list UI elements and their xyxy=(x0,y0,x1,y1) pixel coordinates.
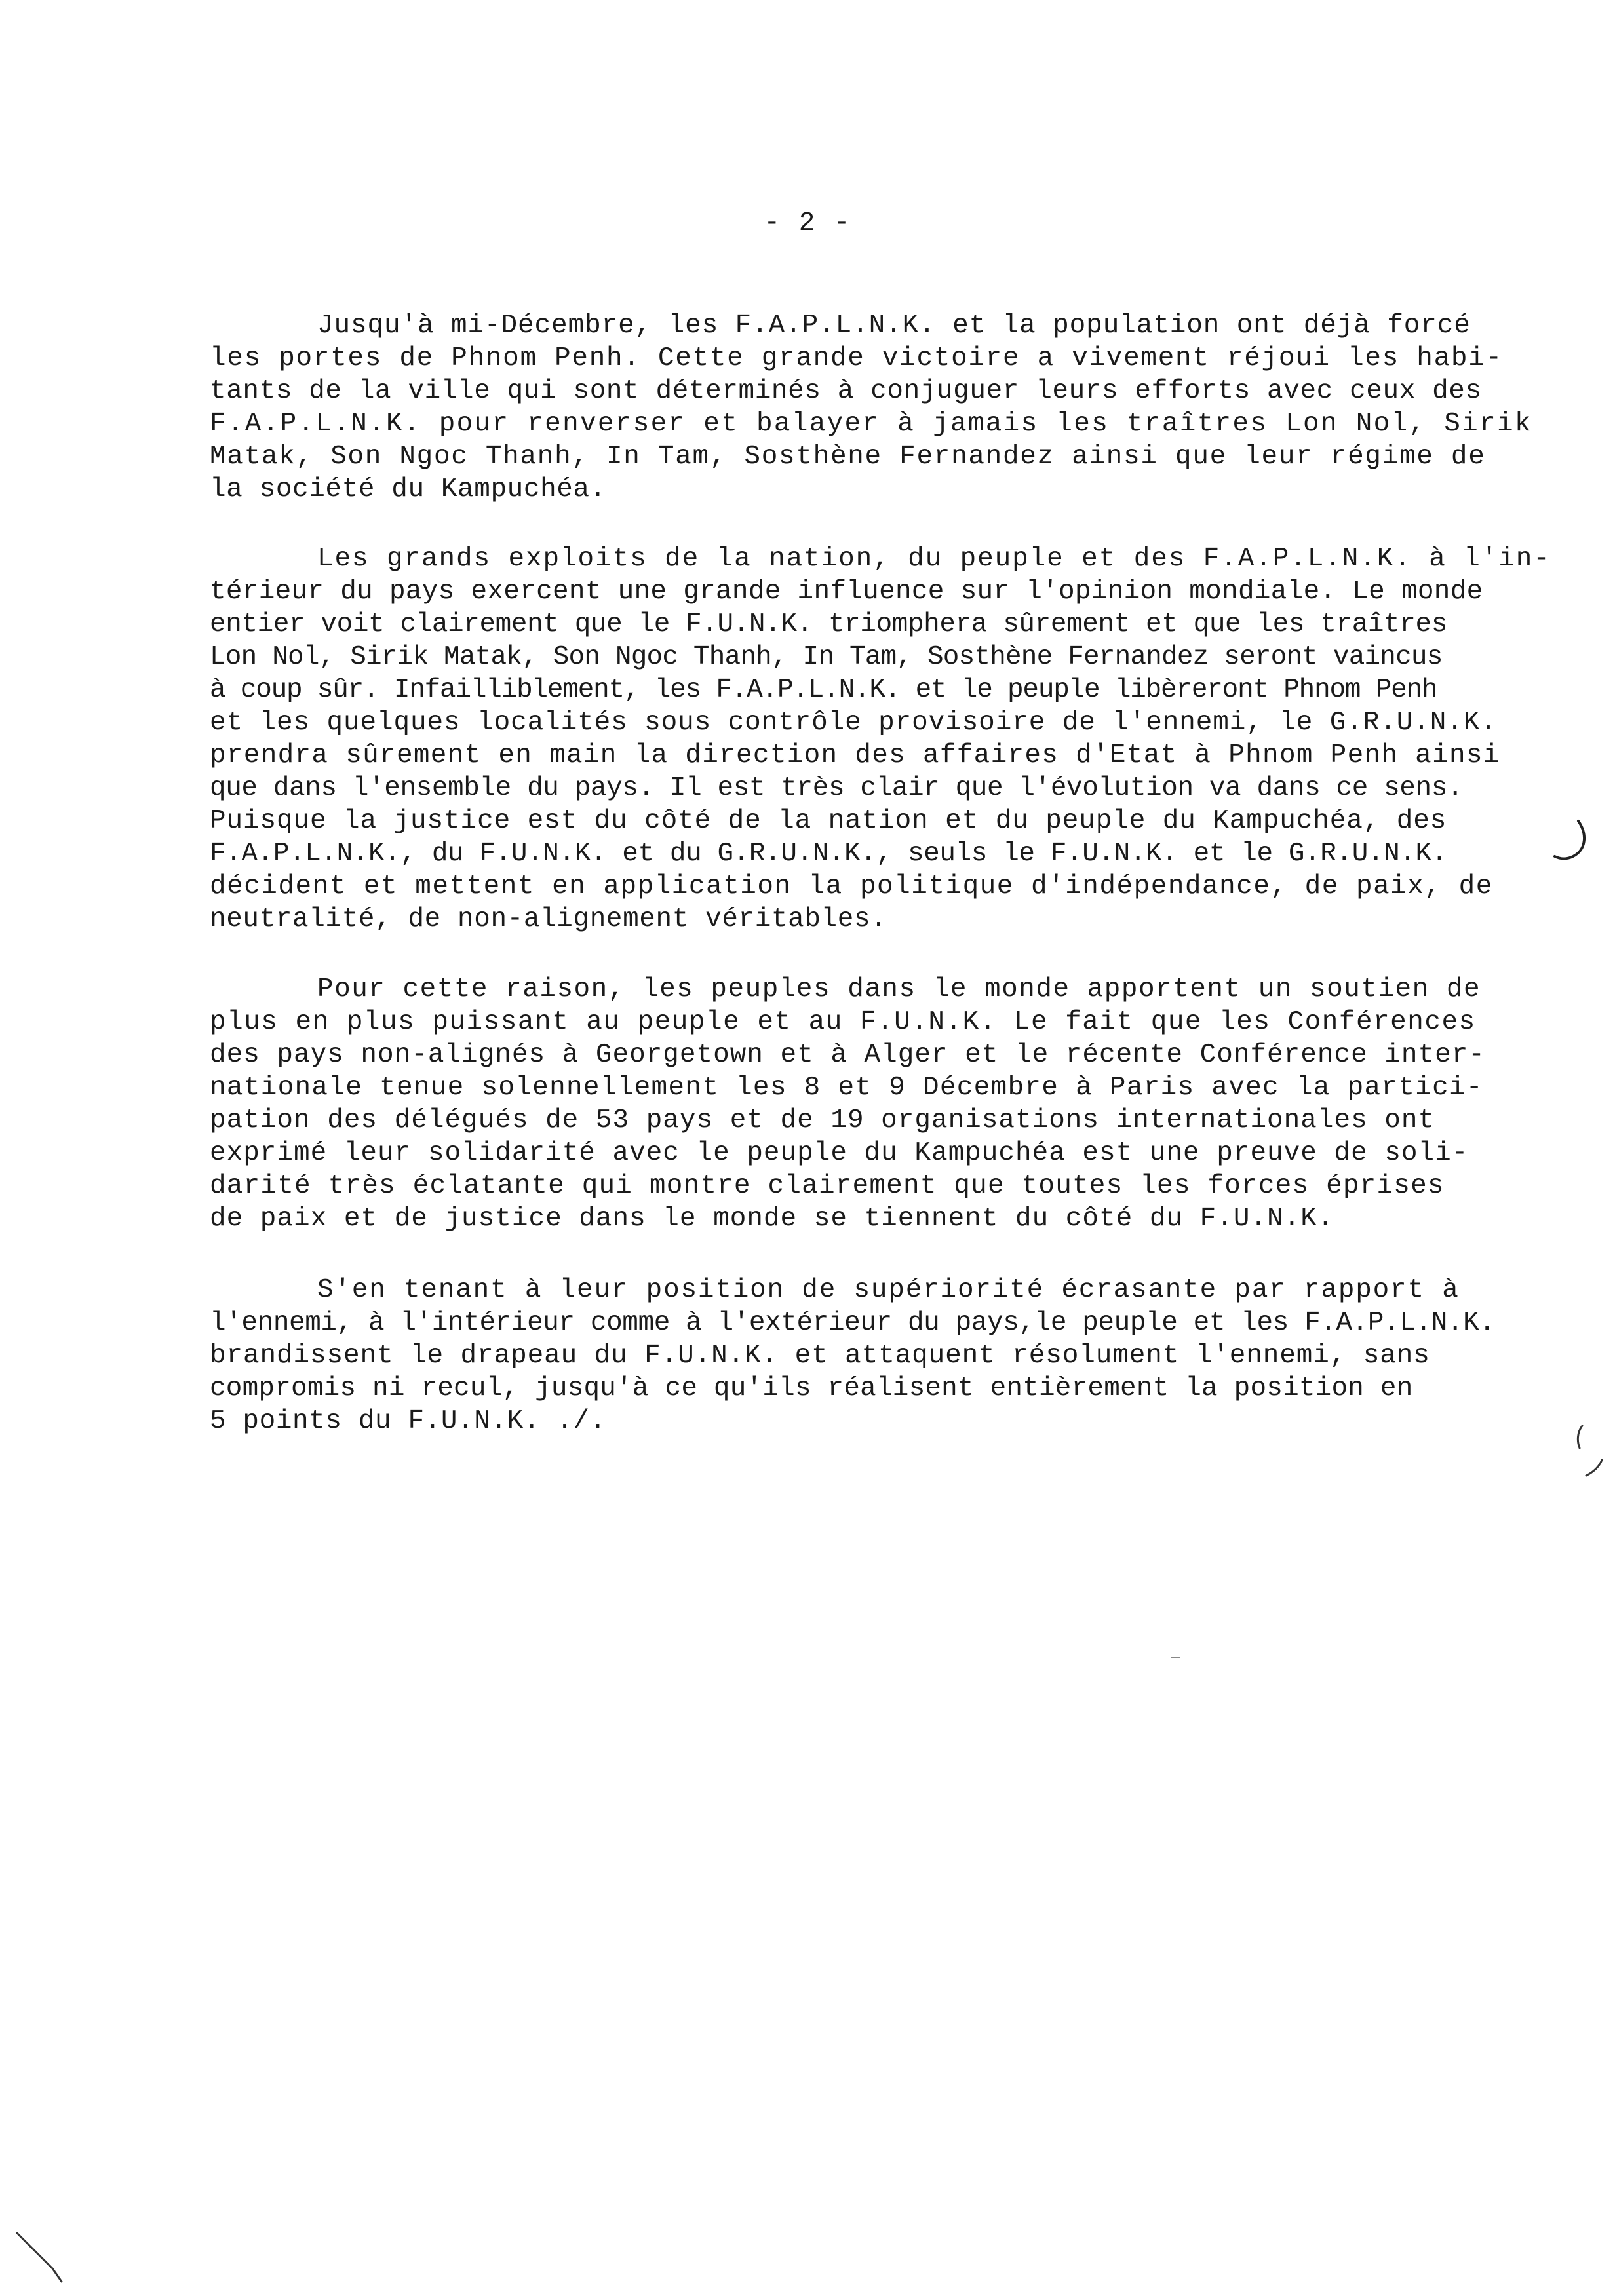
text-line: de paix et de justice dans le monde se tiennent du côté du F.U.N.K. xyxy=(210,1204,1334,1234)
text-line: neutralité, de non-alignement véritables. xyxy=(210,904,887,934)
text-line: exprimé leur solidarité avec le peuple du Kampuchéa est une preuve de soli- xyxy=(210,1138,1469,1168)
text-line: décident et mettent en application la politique d'indépendance, de paix, de xyxy=(210,871,1493,902)
text-line: prendra sûrement en main la direction des affaires d'Etat à Phnom Penh ainsi xyxy=(210,740,1500,771)
text-line: Matak, Son Ngoc Thanh, In Tam, Sosthène Fernandez ainsi que leur régime de xyxy=(210,442,1486,472)
text-line: F.A.P.L.N.K., du F.U.N.K. et du G.R.U.N.K., seuls le F.U.N.K. et le G.R.U.N.K. xyxy=(210,839,1447,869)
text-line: à coup sûr. Infailliblement, les F.A.P.L.N.K. et le peuple libèreront Phnom Penh xyxy=(210,675,1437,705)
text-line: la société du Kampuchéa. xyxy=(210,474,606,505)
text-line: Puisque la justice est du côté de la nation et du peuple du Kampuchéa, des xyxy=(210,806,1447,836)
text-line: et les quelques localités sous contrôle provisoire de l'ennemi, le G.R.U.N.K. xyxy=(210,708,1497,738)
text-line: les portes de Phnom Penh. Cette grande victoire a vivement réjoui les habi- xyxy=(210,343,1503,373)
text-line: Lon Nol, Sirik Matak, Son Ngoc Thanh, In Tam, Sosthène Fernandez seront vaincus xyxy=(210,642,1443,672)
corner-stroke-mark xyxy=(13,2228,66,2287)
margin-tick-mark xyxy=(1573,1422,1612,1481)
text-line: darité très éclatante qui montre clairement que toutes les forces éprises xyxy=(210,1171,1445,1201)
text-line: plus en plus puissant au peuple et au F.U.N.K. Le fait que les Conférences xyxy=(210,1007,1476,1037)
text-line: Jusqu'à mi-Décembre, les F.A.P.L.N.K. et la population ont déjà forcé xyxy=(317,311,1471,341)
text-line: tants de la ville qui sont déterminés à conjuguer leurs efforts avec ceux des xyxy=(210,376,1482,406)
text-line: térieur du pays exercent une grande influence sur l'opinion mondiale. Le monde xyxy=(210,577,1483,607)
text-line: pation des délégués de 53 pays et de 19 organisations internationales ont xyxy=(210,1105,1435,1136)
text-line: Pour cette raison, les peuples dans le monde apportent un soutien de xyxy=(317,974,1481,1004)
text-line: des pays non-alignés à Georgetown et à Alger et le récente Conférence inter- xyxy=(210,1040,1485,1070)
text-line: nationale tenue solennellement les 8 et 9 Décembre à Paris avec la partici- xyxy=(210,1073,1483,1103)
page-number: - 2 - xyxy=(764,208,851,239)
text-line: entier voit clairement que le F.U.N.K. triomphera sûrement et que les traîtres xyxy=(210,609,1447,640)
margin-bracket-mark xyxy=(1547,816,1599,868)
text-line: que dans l'ensemble du pays. Il est très clair que l'évolution va dans ce sens. xyxy=(210,773,1464,803)
text-line: l'ennemi, à l'intérieur comme à l'extérieur du pays,le peuple et les F.A.P.L.N.K. xyxy=(210,1308,1495,1338)
stray-dot-mark xyxy=(1170,1655,1183,1661)
text-line: brandissent le drapeau du F.U.N.K. et attaquent résolument l'ennemi, sans xyxy=(210,1341,1430,1371)
text-line: compromis ni recul, jusqu'à ce qu'ils réalisent entièrement la position en xyxy=(210,1373,1413,1404)
text-line: F.A.P.L.N.K. pour renverser et balayer à jamais les traîtres Lon Nol, Sirik xyxy=(210,409,1532,439)
text-line: Les grands exploits de la nation, du peuple et des F.A.P.L.N.K. à l'in- xyxy=(317,544,1551,574)
text-line: S'en tenant à leur position de supériorité écrasante par rapport à xyxy=(317,1275,1460,1305)
text-line: 5 points du F.U.N.K. ./. xyxy=(210,1406,606,1436)
